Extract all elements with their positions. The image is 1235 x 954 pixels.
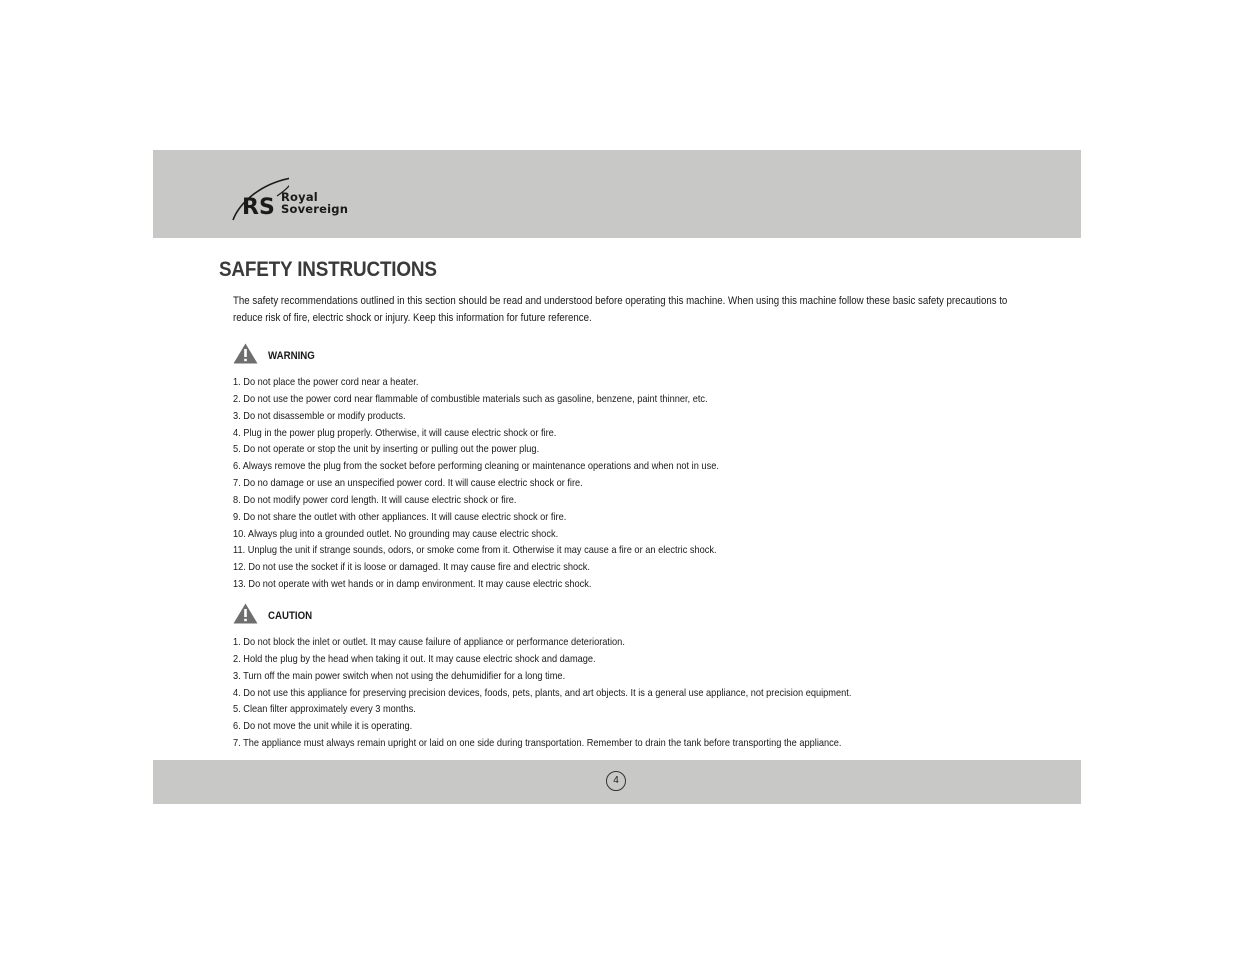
warning-triangle-icon: [233, 343, 258, 364]
list-item: 12. Do not use the socket if it is loose or damaged. It may cause fire and electric shock.: [233, 561, 590, 574]
list-item: 8. Do not modify power cord length. It will cause electric shock or fire.: [233, 493, 517, 506]
warning-list: [233, 374, 1007, 593]
list-item: 6. Always remove the plug from the socket before performing cleaning or maintenance operations and when not in use.: [233, 460, 719, 473]
list-item: 2. Hold the plug by the head when taking it out. It may cause electric shock and damage.: [233, 652, 596, 665]
list-item: 11. Unplug the unit if strange sounds, odors, or smoke come from it. Otherwise it may cause a fire or an electric shock.: [233, 544, 717, 557]
intro-paragraph: The safety recommendations outlined in this section should be read and understood before operating this machine. When using this machine follow these basic safety precautions to reduce risk of fire, electric shock or injury. Keep this information for future reference.: [233, 295, 1008, 324]
footer-band: [153, 760, 1081, 804]
list-item: 3. Turn off the main power switch when not using the dehumidifier for a long time.: [233, 669, 566, 682]
list-item: 1. Do not place the power cord near a heater.: [233, 376, 419, 388]
list-item: 3. Do not disassemble or modify products.: [233, 409, 406, 422]
caution-heading: [233, 603, 318, 624]
caution-triangle-icon: [233, 603, 258, 624]
caution-label: CAUTION: [268, 610, 313, 622]
list-item: 7. The appliance must always remain upright or laid on one side during transportation. Remember to drain the tank before transporting the appliance.: [233, 737, 842, 750]
list-item: 9. Do not share the outlet with other appliances. It will cause electric shock or fire.: [233, 510, 567, 523]
page-title: SAFETY INSTRUCTIONS: [219, 258, 437, 281]
list-item: 13. Do not operate with wet hands or in damp environment. It may cause electric shock.: [233, 578, 592, 591]
logo-word-sovereign: Sovereign: [281, 202, 349, 216]
caution-list: [233, 634, 1007, 752]
list-item: 5. Clean filter approximately every 3 months.: [233, 703, 416, 716]
list-item: 5. Do not operate or stop the unit by inserting or pulling out the power plug.: [233, 443, 540, 456]
page-number: 4: [606, 771, 626, 791]
logo-wordmark: [281, 191, 348, 215]
list-item: 7. Do no damage or use an unspecified power cord. It will cause electric shock or fire.: [233, 477, 583, 490]
logo-word-royal: Royal: [281, 190, 318, 204]
list-item: 1. Do not block the inlet or outlet. It may cause failure of appliance or performance deterioration.: [233, 636, 625, 648]
list-item: 4. Do not use this appliance for preserving precision devices, foods, pets, plants, and art objects. It is a general use appliance, not precision equipment.: [233, 686, 852, 699]
list-item: 2. Do not use the power cord near flammable of combustible materials such as gasoline, benzene, paint thinner, etc.: [233, 392, 708, 405]
warning-heading: [233, 343, 321, 364]
manual-page: [153, 150, 1081, 804]
list-item: 10. Always plug into a grounded outlet. No grounding may cause electric shock.: [233, 527, 559, 540]
logo-swoosh-icon: [229, 174, 289, 226]
header-band: [153, 150, 1081, 238]
warning-label: WARNING: [268, 350, 315, 362]
list-item: 6. Do not move the unit while it is operating.: [233, 720, 413, 733]
logo-initials: RS: [242, 195, 275, 220]
brand-logo: [229, 174, 359, 226]
list-item: 4. Plug in the power plug properly. Otherwise, it will cause electric shock or fire.: [233, 426, 557, 439]
